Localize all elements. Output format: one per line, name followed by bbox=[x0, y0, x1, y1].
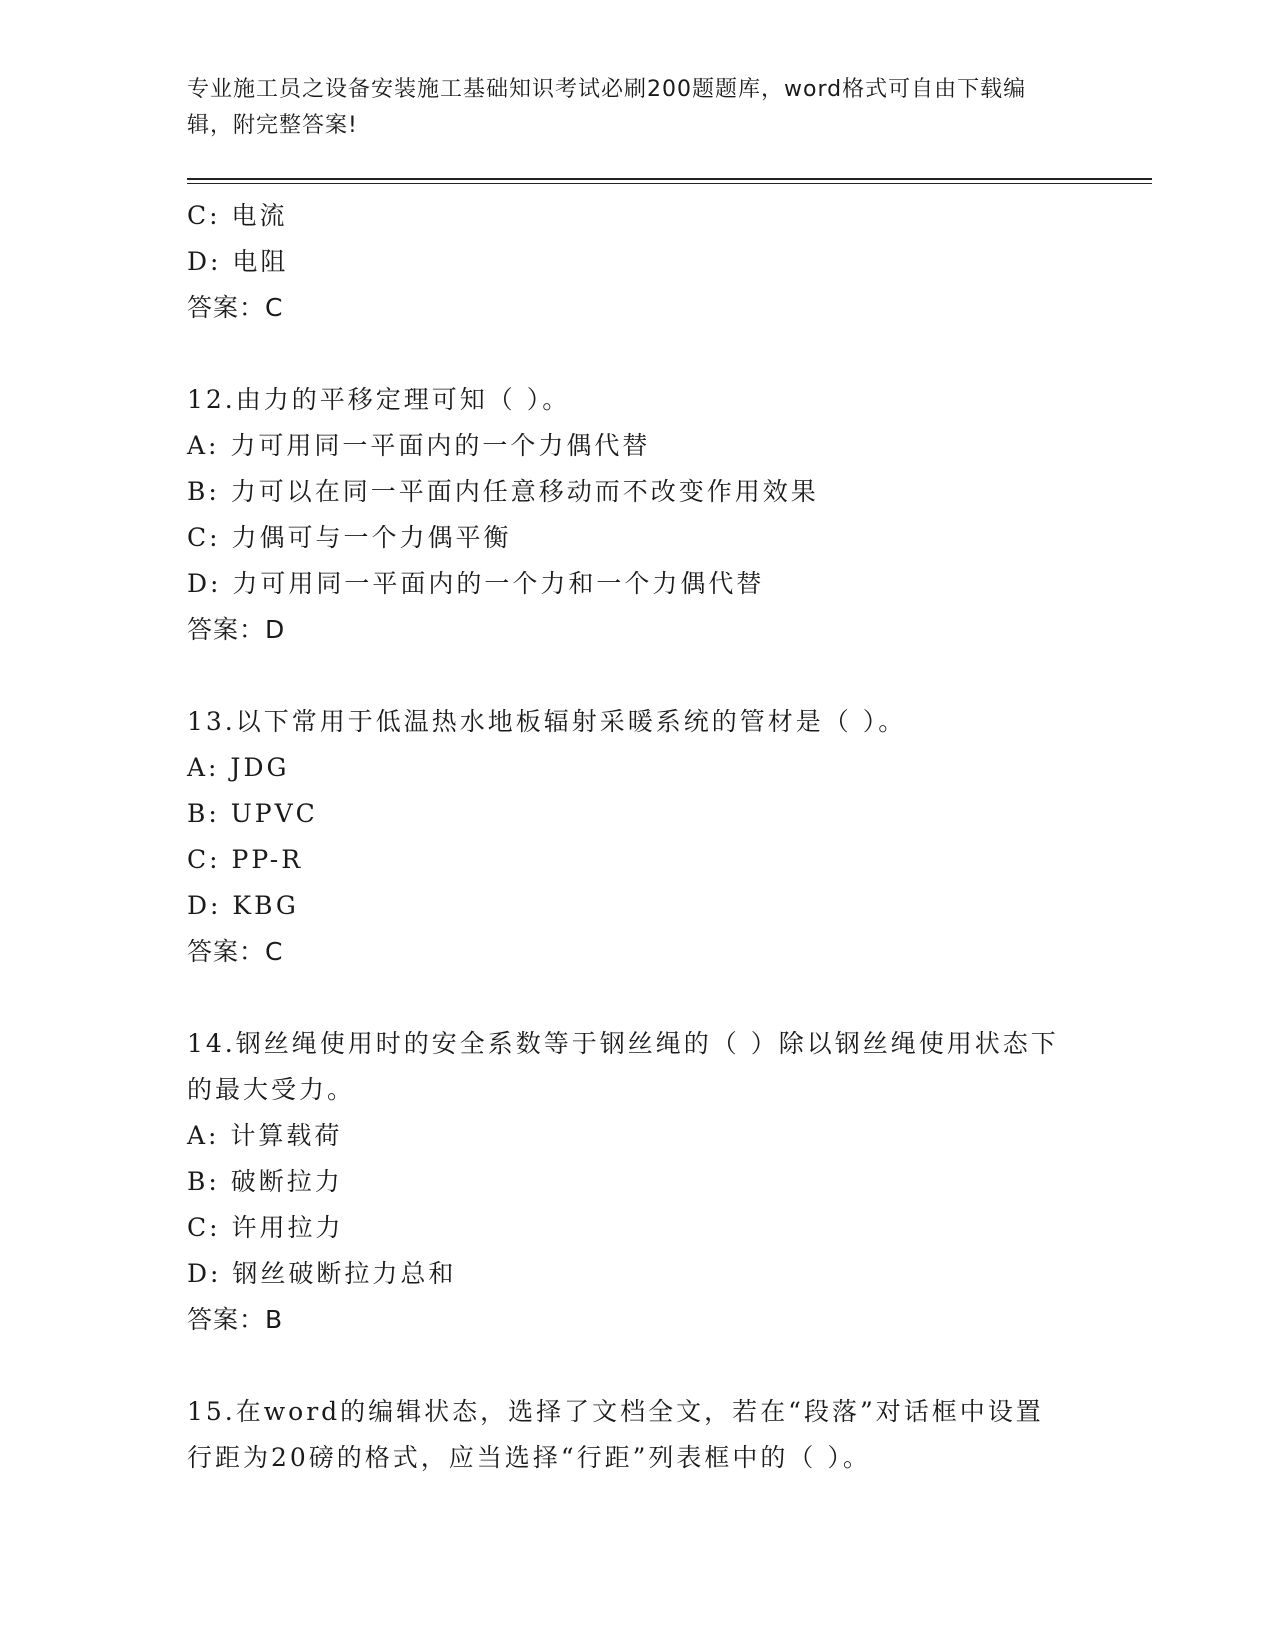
question-list bbox=[187, 193, 1067, 1481]
question-block-12 bbox=[187, 377, 1067, 653]
option-a: A: JDG bbox=[187, 753, 290, 782]
option-c: C: 电流 bbox=[187, 201, 288, 230]
question-text: 12.由力的平移定理可知（ ）。 bbox=[187, 385, 571, 414]
document-header bbox=[187, 72, 1067, 144]
question-block-15 bbox=[187, 1389, 1067, 1481]
question-text: 14.钢丝绳使用时的安全系数等于钢丝绳的（ ）除以钢丝绳使用状态下的最大受力。 bbox=[187, 1029, 1059, 1104]
header-divider-thick bbox=[187, 178, 1152, 180]
option-c: C: PP-R bbox=[187, 845, 304, 874]
header-divider-thin bbox=[187, 183, 1152, 184]
header-title: 专业施工员之设备安装施工基础知识考试必刷200题题库，word格式可自由下载编辑，附完整答案! bbox=[187, 77, 1027, 138]
question-block-13 bbox=[187, 699, 1067, 975]
answer-line: 答案：D bbox=[187, 615, 286, 644]
question-text: 15.在word的编辑状态，选择了文档全文，若在“段落”对话框中设置行距为20磅的格式，应当选择“行距”列表框中的（ ）。 bbox=[187, 1397, 1044, 1472]
answer-line: 答案：C bbox=[187, 293, 284, 322]
spacer bbox=[187, 331, 1067, 377]
question-text: 13.以下常用于低温热水地板辐射采暖系统的管材是（ ）。 bbox=[187, 707, 907, 736]
option-a: A: 力可用同一平面内的一个力偶代替 bbox=[187, 431, 651, 460]
answer-line: 答案：B bbox=[187, 1305, 284, 1334]
spacer bbox=[187, 975, 1067, 1021]
spacer bbox=[187, 1343, 1067, 1389]
option-a: A: 计算载荷 bbox=[187, 1121, 343, 1150]
option-b: B: 破断拉力 bbox=[187, 1167, 343, 1196]
question-block-14 bbox=[187, 1021, 1067, 1343]
spacer bbox=[187, 653, 1067, 699]
option-c: C: 力偶可与一个力偶平衡 bbox=[187, 523, 512, 552]
option-d: D: KBG bbox=[187, 891, 299, 920]
option-c: C: 许用拉力 bbox=[187, 1213, 344, 1242]
option-d: D: 力可用同一平面内的一个力和一个力偶代替 bbox=[187, 569, 765, 598]
option-d: D: 钢丝破断拉力总和 bbox=[187, 1259, 457, 1288]
option-b: B: UPVC bbox=[187, 799, 318, 828]
answer-line: 答案：C bbox=[187, 937, 284, 966]
option-d: D: 电阻 bbox=[187, 247, 289, 276]
question-block-11 bbox=[187, 193, 1067, 331]
option-b: B: 力可以在同一平面内任意移动而不改变作用效果 bbox=[187, 477, 819, 506]
